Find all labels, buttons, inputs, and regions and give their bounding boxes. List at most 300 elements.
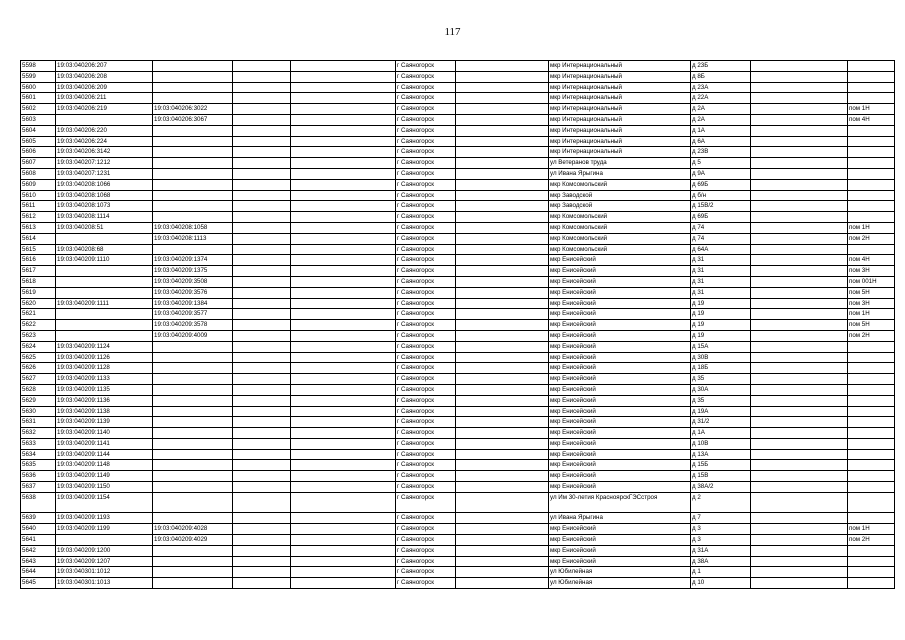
linked-cadastral-cell <box>153 179 233 190</box>
col4-cell <box>233 309 291 320</box>
street-cell: мкр Интернациональный <box>549 82 691 93</box>
house-cell: д 15А <box>691 341 751 352</box>
row-number-cell: 5623 <box>21 330 56 341</box>
street-cell: мкр Интернациональный <box>549 136 691 147</box>
city-cell: г Саяногорск <box>396 168 456 179</box>
col4-cell <box>233 428 291 439</box>
col4-cell <box>233 168 291 179</box>
street-cell: мкр Енисейский <box>549 266 691 277</box>
city-cell: г Саяногорск <box>396 460 456 471</box>
col10-cell <box>751 363 848 374</box>
linked-cadastral-cell <box>153 406 233 417</box>
street-cell: мкр Комсомольский <box>549 233 691 244</box>
table-row <box>21 524 895 535</box>
table-row <box>21 567 895 578</box>
col5-cell <box>291 190 396 201</box>
city-cell: г Саяногорск <box>396 545 456 556</box>
linked-cadastral-cell: 19:03:040209:1384 <box>153 298 233 309</box>
city-cell: г Саяногорск <box>396 276 456 287</box>
col4-cell <box>233 82 291 93</box>
col5-cell <box>291 438 396 449</box>
linked-cadastral-cell: 19:03:040209:3577 <box>153 309 233 320</box>
col5-cell <box>291 341 396 352</box>
room-cell <box>848 471 895 482</box>
col4-cell <box>233 438 291 449</box>
col7-cell <box>456 341 549 352</box>
table-row <box>21 545 895 556</box>
street-cell: мкр Енисейский <box>549 320 691 331</box>
col7-cell <box>456 244 549 255</box>
city-cell: г Саяногорск <box>396 114 456 125</box>
col5-cell <box>291 61 396 72</box>
table-row <box>21 244 895 255</box>
col7-cell <box>456 136 549 147</box>
col5-cell <box>291 384 396 395</box>
street-cell: мкр Енисейский <box>549 341 691 352</box>
street-cell: мкр Енисейский <box>549 545 691 556</box>
col10-cell <box>751 535 848 546</box>
row-number-cell: 5622 <box>21 320 56 331</box>
col7-cell <box>456 556 549 567</box>
row-number-cell: 5642 <box>21 545 56 556</box>
house-cell: д 15В <box>691 471 751 482</box>
cadastral-number-cell: 19:03:040208:1066 <box>56 179 153 190</box>
city-cell: г Саяногорск <box>396 374 456 385</box>
col7-cell <box>456 406 549 417</box>
linked-cadastral-cell <box>153 212 233 223</box>
street-cell: мкр Енисейский <box>549 255 691 266</box>
col10-cell <box>751 374 848 385</box>
linked-cadastral-cell <box>153 482 233 493</box>
col5-cell <box>291 201 396 212</box>
linked-cadastral-cell <box>153 201 233 212</box>
linked-cadastral-cell <box>153 438 233 449</box>
table-row <box>21 384 895 395</box>
col5-cell <box>291 233 396 244</box>
table-row <box>21 222 895 233</box>
col4-cell <box>233 201 291 212</box>
room-cell <box>848 82 895 93</box>
col10-cell <box>751 556 848 567</box>
cadastral-number-cell: 19:03:040209:1207 <box>56 556 153 567</box>
street-cell: мкр Енисейский <box>549 460 691 471</box>
row-number-cell: 5644 <box>21 567 56 578</box>
room-cell <box>848 449 895 460</box>
col4-cell <box>233 406 291 417</box>
col4-cell <box>233 330 291 341</box>
col7-cell <box>456 266 549 277</box>
linked-cadastral-cell <box>153 61 233 72</box>
cadastral-number-cell: 19:03:040206:207 <box>56 61 153 72</box>
street-cell: мкр Енисейский <box>549 363 691 374</box>
city-cell: г Саяногорск <box>396 255 456 266</box>
col4-cell <box>233 471 291 482</box>
col4-cell <box>233 71 291 82</box>
house-cell: д 2 <box>691 492 751 513</box>
col7-cell <box>456 492 549 513</box>
col7-cell <box>456 513 549 524</box>
linked-cadastral-cell: 19:03:040209:4028 <box>153 524 233 535</box>
street-cell: мкр Комсомольский <box>549 244 691 255</box>
col7-cell <box>456 104 549 115</box>
col10-cell <box>751 341 848 352</box>
street-cell: мкр Интернациональный <box>549 93 691 104</box>
col7-cell <box>456 71 549 82</box>
house-cell: д 22А <box>691 93 751 104</box>
street-cell: мкр Комсомольский <box>549 212 691 223</box>
cadastral-number-cell: 19:03:040206:209 <box>56 82 153 93</box>
col7-cell <box>456 374 549 385</box>
house-cell: д 74 <box>691 222 751 233</box>
cadastral-number-cell: 19:03:040208:1073 <box>56 201 153 212</box>
row-number-cell: 5608 <box>21 168 56 179</box>
row-number-cell: 5599 <box>21 71 56 82</box>
col7-cell <box>456 438 549 449</box>
col4-cell <box>233 395 291 406</box>
cadastral-number-cell: 19:03:040209:1199 <box>56 524 153 535</box>
linked-cadastral-cell <box>153 567 233 578</box>
room-cell <box>848 578 895 589</box>
street-cell: мкр Интернациональный <box>549 104 691 115</box>
linked-cadastral-cell: 19:03:040209:4009 <box>153 330 233 341</box>
col10-cell <box>751 513 848 524</box>
col10-cell <box>751 212 848 223</box>
street-cell: мкр Енисейский <box>549 374 691 385</box>
col5-cell <box>291 276 396 287</box>
city-cell: г Саяногорск <box>396 147 456 158</box>
col10-cell <box>751 460 848 471</box>
col4-cell <box>233 384 291 395</box>
row-number-cell: 5631 <box>21 417 56 428</box>
cadastral-number-cell <box>56 330 153 341</box>
col10-cell <box>751 158 848 169</box>
linked-cadastral-cell: 19:03:040206:3022 <box>153 104 233 115</box>
table-row <box>21 352 895 363</box>
col10-cell <box>751 482 848 493</box>
col5-cell <box>291 71 396 82</box>
col4-cell <box>233 417 291 428</box>
city-cell: г Саяногорск <box>396 179 456 190</box>
city-cell: г Саяногорск <box>396 406 456 417</box>
cadastral-number-cell: 19:03:040208:1068 <box>56 190 153 201</box>
linked-cadastral-cell: 19:03:040209:3578 <box>153 320 233 331</box>
col7-cell <box>456 287 549 298</box>
row-number-cell: 5607 <box>21 158 56 169</box>
col7-cell <box>456 125 549 136</box>
linked-cadastral-cell <box>153 428 233 439</box>
city-cell: г Саяногорск <box>396 309 456 320</box>
cadastral-number-cell: 19:03:040207:1212 <box>56 158 153 169</box>
city-cell: г Саяногорск <box>396 449 456 460</box>
linked-cadastral-cell: 19:03:040209:3508 <box>153 276 233 287</box>
city-cell: г Саяногорск <box>396 330 456 341</box>
col10-cell <box>751 352 848 363</box>
col10-cell <box>751 190 848 201</box>
col10-cell <box>751 492 848 513</box>
street-cell: мкр Интернациональный <box>549 61 691 72</box>
city-cell: г Саяногорск <box>396 567 456 578</box>
col4-cell <box>233 104 291 115</box>
house-cell: д 3 <box>691 524 751 535</box>
row-number-cell: 5625 <box>21 352 56 363</box>
city-cell: г Саяногорск <box>396 298 456 309</box>
cadastral-number-cell: 19:03:040301:1013 <box>56 578 153 589</box>
street-cell: ул Им 30-летия КрасноярскГЭСстроя <box>549 492 691 513</box>
col4-cell <box>233 492 291 513</box>
col5-cell <box>291 255 396 266</box>
street-cell: мкр Заводской <box>549 190 691 201</box>
col5-cell <box>291 471 396 482</box>
city-cell: г Саяногорск <box>396 471 456 482</box>
row-number-cell: 5633 <box>21 438 56 449</box>
table-row <box>21 417 895 428</box>
col10-cell <box>751 449 848 460</box>
house-cell: д 69Б <box>691 212 751 223</box>
city-cell: г Саяногорск <box>396 104 456 115</box>
linked-cadastral-cell <box>153 136 233 147</box>
table-row <box>21 330 895 341</box>
house-cell: д 6А <box>691 136 751 147</box>
room-cell <box>848 492 895 513</box>
house-cell: д 19 <box>691 320 751 331</box>
row-number-cell: 5606 <box>21 147 56 158</box>
cadastral-number-cell: 19:03:040209:1141 <box>56 438 153 449</box>
city-cell: г Саяногорск <box>396 482 456 493</box>
linked-cadastral-cell <box>153 545 233 556</box>
street-cell: ул Юбилейная <box>549 567 691 578</box>
col7-cell <box>456 482 549 493</box>
house-cell: д 19 <box>691 309 751 320</box>
col7-cell <box>456 417 549 428</box>
house-cell: д 64А <box>691 244 751 255</box>
table-row <box>21 341 895 352</box>
row-number-cell: 5611 <box>21 201 56 212</box>
col10-cell <box>751 384 848 395</box>
table-row <box>21 535 895 546</box>
city-cell: г Саяногорск <box>396 578 456 589</box>
col4-cell <box>233 320 291 331</box>
city-cell: г Саяногорск <box>396 395 456 406</box>
row-number-cell: 5605 <box>21 136 56 147</box>
table-row <box>21 287 895 298</box>
city-cell: г Саяногорск <box>396 233 456 244</box>
cadastral-number-cell <box>56 535 153 546</box>
col5-cell <box>291 330 396 341</box>
row-number-cell: 5620 <box>21 298 56 309</box>
col5-cell <box>291 556 396 567</box>
col10-cell <box>751 578 848 589</box>
room-cell <box>848 352 895 363</box>
room-cell: пом 2Н <box>848 535 895 546</box>
cadastral-number-cell: 19:03:040208:68 <box>56 244 153 255</box>
col10-cell <box>751 168 848 179</box>
house-cell: д 10В <box>691 438 751 449</box>
col10-cell <box>751 136 848 147</box>
cadastral-number-cell: 19:03:040209:1193 <box>56 513 153 524</box>
linked-cadastral-cell <box>153 578 233 589</box>
street-cell: мкр Енисейский <box>549 428 691 439</box>
row-number-cell: 5616 <box>21 255 56 266</box>
col4-cell <box>233 212 291 223</box>
city-cell: г Саяногорск <box>396 93 456 104</box>
cadastral-number-cell: 19:03:040208:1114 <box>56 212 153 223</box>
col5-cell <box>291 158 396 169</box>
street-cell: мкр Енисейский <box>549 384 691 395</box>
row-number-cell: 5617 <box>21 266 56 277</box>
house-cell: д 31А <box>691 545 751 556</box>
house-cell: д 3 <box>691 535 751 546</box>
row-number-cell: 5641 <box>21 535 56 546</box>
cadastral-number-cell: 19:03:040209:1135 <box>56 384 153 395</box>
col5-cell <box>291 524 396 535</box>
linked-cadastral-cell: 19:03:040208:1113 <box>153 233 233 244</box>
house-cell: д 19 <box>691 330 751 341</box>
row-number-cell: 5621 <box>21 309 56 320</box>
cadastral-number-cell <box>56 266 153 277</box>
col5-cell <box>291 535 396 546</box>
row-number-cell: 5601 <box>21 93 56 104</box>
house-cell: д 5 <box>691 158 751 169</box>
col4-cell <box>233 567 291 578</box>
col5-cell <box>291 179 396 190</box>
cadastral-number-cell: 19:03:040209:1148 <box>56 460 153 471</box>
col4-cell <box>233 524 291 535</box>
col4-cell <box>233 578 291 589</box>
col4-cell <box>233 158 291 169</box>
row-number-cell: 5604 <box>21 125 56 136</box>
col7-cell <box>456 61 549 72</box>
col7-cell <box>456 201 549 212</box>
city-cell: г Саяногорск <box>396 71 456 82</box>
cadastral-number-cell: 19:03:040209:1111 <box>56 298 153 309</box>
room-cell: пом 1Н <box>848 104 895 115</box>
col7-cell <box>456 535 549 546</box>
cadastral-number-cell: 19:03:040206:3142 <box>56 147 153 158</box>
room-cell: пом 001Н <box>848 276 895 287</box>
cadastral-number-cell <box>56 287 153 298</box>
street-cell: мкр Енисейский <box>549 287 691 298</box>
col7-cell <box>456 545 549 556</box>
col7-cell <box>456 276 549 287</box>
linked-cadastral-cell <box>153 363 233 374</box>
row-number-cell: 5613 <box>21 222 56 233</box>
col5-cell <box>291 374 396 385</box>
house-cell: д 38А <box>691 556 751 567</box>
table-row <box>21 255 895 266</box>
room-cell <box>848 395 895 406</box>
col4-cell <box>233 374 291 385</box>
table-body <box>21 61 895 589</box>
room-cell <box>848 460 895 471</box>
cadastral-number-cell: 19:03:040209:1200 <box>56 545 153 556</box>
city-cell: г Саяногорск <box>396 61 456 72</box>
row-number-cell: 5610 <box>21 190 56 201</box>
table-row <box>21 136 895 147</box>
table-row <box>21 276 895 287</box>
house-cell: д 8Б <box>691 71 751 82</box>
col5-cell <box>291 222 396 233</box>
col4-cell <box>233 190 291 201</box>
col10-cell <box>751 428 848 439</box>
linked-cadastral-cell <box>153 556 233 567</box>
room-cell <box>848 428 895 439</box>
cadastral-number-cell: 19:03:040206:220 <box>56 125 153 136</box>
linked-cadastral-cell <box>153 417 233 428</box>
linked-cadastral-cell <box>153 492 233 513</box>
col4-cell <box>233 244 291 255</box>
linked-cadastral-cell <box>153 352 233 363</box>
table-row <box>21 147 895 158</box>
room-cell: пом 5Н <box>848 287 895 298</box>
table-row <box>21 471 895 482</box>
col4-cell <box>233 233 291 244</box>
col10-cell <box>751 395 848 406</box>
col4-cell <box>233 61 291 72</box>
row-number-cell: 5635 <box>21 460 56 471</box>
col5-cell <box>291 298 396 309</box>
house-cell: д 13А <box>691 449 751 460</box>
cadastral-number-cell: 19:03:040209:1150 <box>56 482 153 493</box>
row-number-cell: 5637 <box>21 482 56 493</box>
linked-cadastral-cell <box>153 384 233 395</box>
street-cell: мкр Комсомольский <box>549 222 691 233</box>
house-cell: д 19 <box>691 298 751 309</box>
cadastral-number-cell: 19:03:040209:1144 <box>56 449 153 460</box>
col4-cell <box>233 136 291 147</box>
linked-cadastral-cell: 19:03:040208:1058 <box>153 222 233 233</box>
room-cell: пом 5Н <box>848 320 895 331</box>
cadastral-number-cell: 19:03:040206:208 <box>56 71 153 82</box>
col10-cell <box>751 93 848 104</box>
row-number-cell: 5636 <box>21 471 56 482</box>
table-row <box>21 556 895 567</box>
linked-cadastral-cell <box>153 168 233 179</box>
street-cell: мкр Енисейский <box>549 352 691 363</box>
street-cell: мкр Енисейский <box>549 298 691 309</box>
room-cell: пом 2Н <box>848 233 895 244</box>
house-cell: д 15Б <box>691 460 751 471</box>
table-row <box>21 492 895 513</box>
table-row <box>21 513 895 524</box>
city-cell: г Саяногорск <box>396 82 456 93</box>
house-cell: д 9А <box>691 168 751 179</box>
col10-cell <box>751 276 848 287</box>
col5-cell <box>291 406 396 417</box>
col5-cell <box>291 578 396 589</box>
cadastral-number-cell <box>56 233 153 244</box>
col5-cell <box>291 428 396 439</box>
col5-cell <box>291 125 396 136</box>
col10-cell <box>751 320 848 331</box>
table-row <box>21 61 895 72</box>
house-cell: д 31 <box>691 266 751 277</box>
linked-cadastral-cell: 19:03:040209:4029 <box>153 535 233 546</box>
linked-cadastral-cell <box>153 449 233 460</box>
col4-cell <box>233 449 291 460</box>
table-row <box>21 168 895 179</box>
col4-cell <box>233 93 291 104</box>
table-row <box>21 266 895 277</box>
col4-cell <box>233 535 291 546</box>
col10-cell <box>751 567 848 578</box>
linked-cadastral-cell <box>153 125 233 136</box>
table-row <box>21 363 895 374</box>
col5-cell <box>291 82 396 93</box>
col7-cell <box>456 158 549 169</box>
house-cell: д 10 <box>691 578 751 589</box>
table-row <box>21 309 895 320</box>
linked-cadastral-cell <box>153 190 233 201</box>
